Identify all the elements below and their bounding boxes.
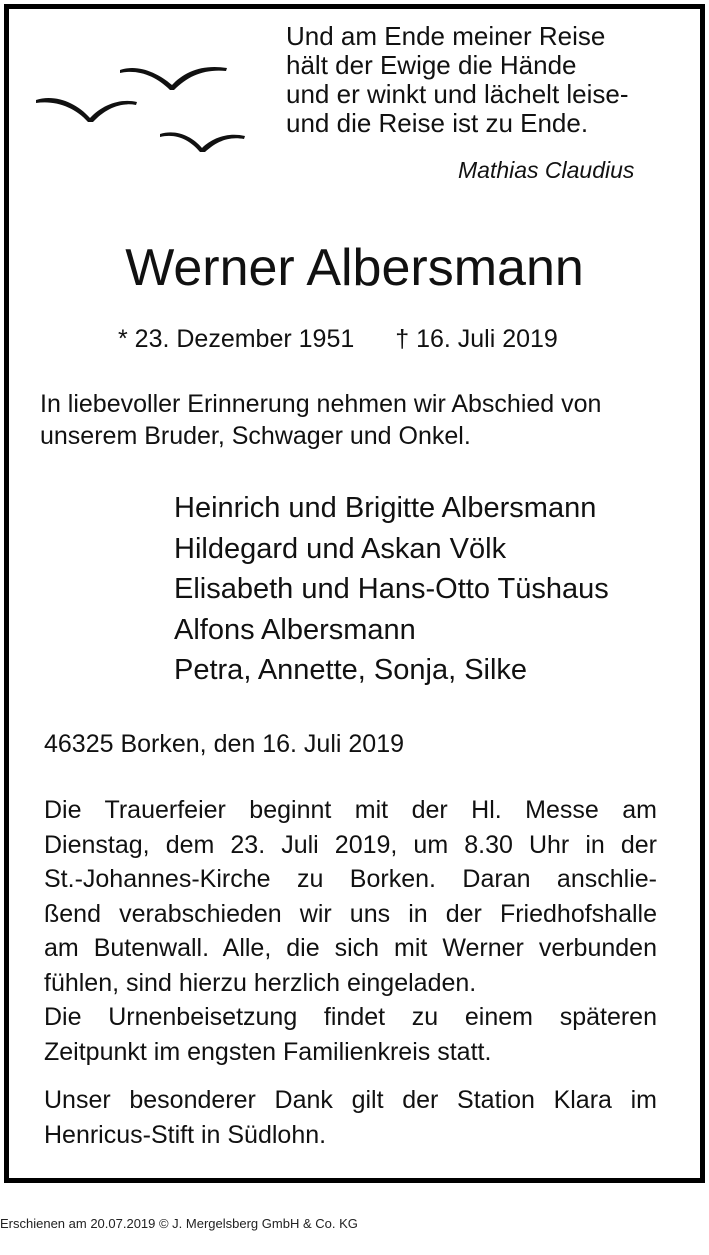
life-dates xyxy=(118,325,558,354)
poem-line: Und am Ende meiner Reise xyxy=(286,21,606,51)
mourner: Hildegard und Askan Völk xyxy=(174,532,507,565)
poem-line: hält der Ewige die Hände xyxy=(286,50,577,80)
service-line: St.-Johannes-Kirche zu Borken. Daran anschlie- xyxy=(44,865,657,893)
thanks-line: Unser besonderer Dank gilt der Station Klara im xyxy=(44,1086,657,1114)
burial-line: Zeitpunkt im engsten Familienkreis statt. xyxy=(44,1037,492,1066)
deceased-name: Werner Albersmann xyxy=(125,239,584,297)
service-line: Dienstag, dem 23. Juli 2019, um 8.30 Uhr in der xyxy=(44,830,657,859)
intro-text xyxy=(40,388,680,452)
publication-footer: Erschienen am 20.07.2019 © J. Mergelsberg GmbH & Co. KG xyxy=(0,1216,358,1231)
poem xyxy=(286,22,629,138)
service-line: ßend verabschieden wir uns in der Friedhofshalle xyxy=(44,899,657,928)
intro-line: In liebevoller Erinnerung nehmen wir Abschied von xyxy=(40,390,602,418)
intro-line: unserem Bruder, Schwager und Onkel. xyxy=(40,422,471,450)
announcement-text xyxy=(44,793,657,1152)
service-line: Die Trauerfeier beginnt mit der Hl. Messe am xyxy=(44,796,657,824)
poem-line: und er winkt und lächelt leise- xyxy=(286,79,629,109)
place-date: 46325 Borken, den 16. Juli 2019 xyxy=(44,730,404,758)
poem-line: und die Reise ist zu Ende. xyxy=(286,108,589,138)
mourner: Alfons Albersmann xyxy=(174,613,416,646)
burial-line: Die Urnenbeisetzung findet zu einem späteren xyxy=(44,1003,657,1031)
mourners-list xyxy=(174,488,609,691)
service-line: am Butenwall. Alle, die sich mit Werner verbunden xyxy=(44,934,657,962)
mourner: Elisabeth und Hans-Otto Tüshaus xyxy=(174,573,609,605)
mourner: Heinrich und Brigitte Albersmann xyxy=(174,492,597,524)
poem-author: Mathias Claudius xyxy=(458,157,635,183)
service-line: fühlen, sind hierzu herzlich eingeladen. xyxy=(44,968,477,997)
flying-birds-icon xyxy=(32,50,252,170)
birth-date: * 23. Dezember 1951 xyxy=(118,325,355,353)
death-date: † 16. Juli 2019 xyxy=(395,325,558,353)
mourner: Petra, Annette, Sonja, Silke xyxy=(174,654,528,686)
thanks-line: Henricus-Stift in Südlohn. xyxy=(44,1120,327,1149)
